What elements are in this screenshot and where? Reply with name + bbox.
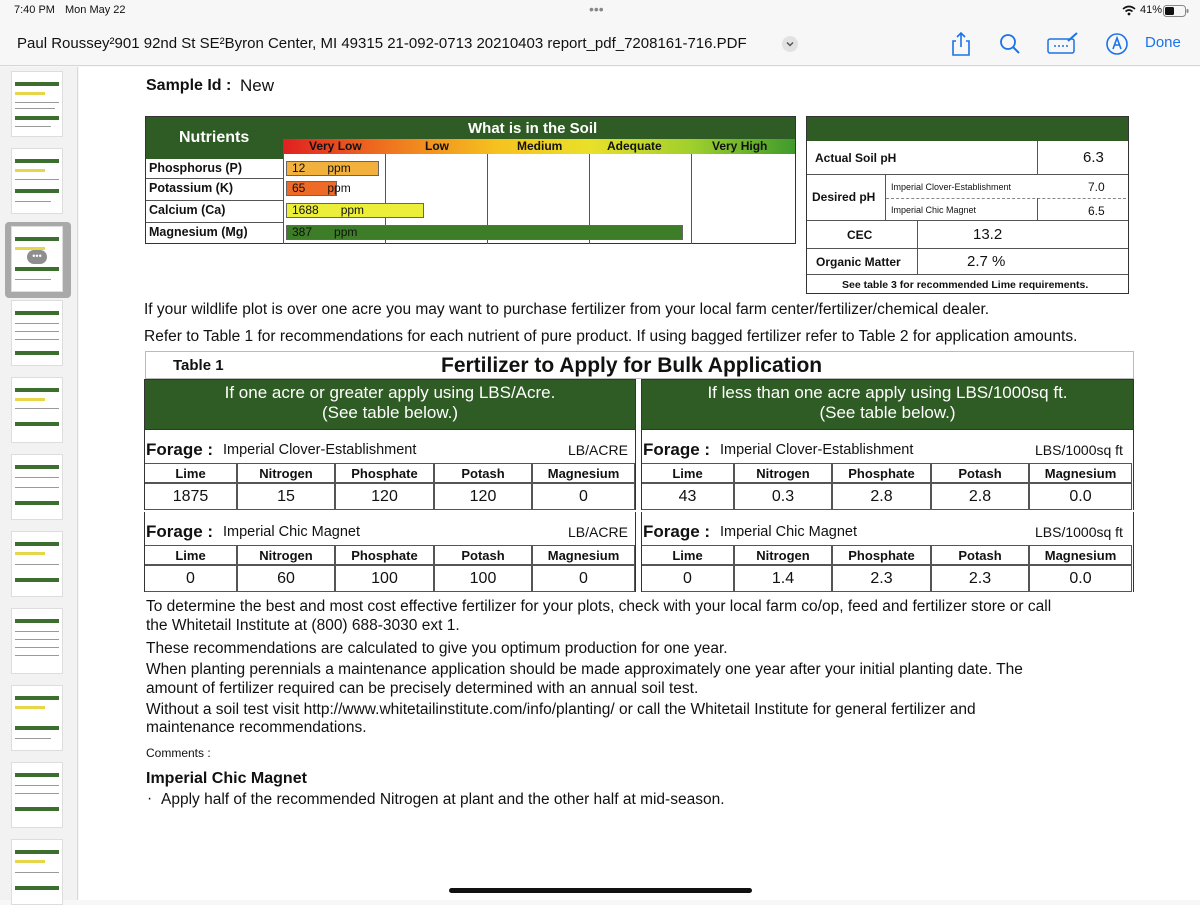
table-cell: 60 — [237, 565, 335, 592]
forage-label: Forage : — [146, 440, 214, 459]
nutrient-name: Magnesium (Mg) — [149, 225, 248, 239]
table-cell: 100 — [335, 565, 434, 592]
share-icon[interactable] — [950, 31, 972, 57]
column-header: Potash — [931, 463, 1029, 483]
nutrients-header — [146, 117, 283, 159]
markup-icon[interactable] — [1046, 31, 1080, 57]
status-time: 7:40 PM — [14, 4, 55, 16]
desired-ph-value-1: 7.0 — [1088, 180, 1105, 194]
organic-matter-value: 2.7 % — [967, 253, 1006, 270]
level-adequate: Adequate — [607, 139, 662, 153]
wifi-icon — [1122, 5, 1136, 16]
desired-ph-row — [807, 175, 1128, 221]
column-header: Phosphate — [335, 545, 434, 565]
paragraph-1b: the Whitetail Institute at (800) 688-3030 ext 1. — [146, 617, 460, 634]
soil-nutrients-table — [145, 116, 796, 244]
ph-table — [806, 116, 1129, 294]
column-header: Phosphate — [832, 545, 931, 565]
battery-percent: 41% — [1140, 4, 1163, 16]
table-cell: 1.4 — [734, 565, 832, 592]
nutrient-value: 65 — [292, 181, 306, 195]
organic-matter-row — [807, 249, 1128, 275]
document-toolbar — [0, 22, 1200, 66]
done-button[interactable]: Done — [1145, 34, 1181, 51]
intro-text-2: Refer to Table 1 for recommendations for each nutrient of pure product. If using bagged fertilizer refer to Table 2 for application amounts. — [144, 328, 1078, 345]
table-cell: 100 — [434, 565, 532, 592]
table1-title-row — [145, 351, 1134, 379]
nutrient-unit: ppm — [327, 161, 351, 175]
document-page — [79, 67, 1200, 900]
paragraph-3a: When planting perennials a maintenance application should be made approximately one year after your initial planting date. The — [146, 661, 1023, 678]
column-header: Lime — [641, 463, 734, 483]
current-page-highlight[interactable] — [5, 222, 71, 298]
forage-name: Imperial Chic Magnet — [720, 524, 857, 540]
forage-label: Forage : — [643, 440, 711, 459]
forage-unit: LBS/1000sq ft — [1035, 442, 1123, 458]
paragraph-4b: maintenance recommendations. — [146, 719, 367, 736]
table-cell: 120 — [434, 483, 532, 510]
table-cell: 0 — [641, 565, 734, 592]
table-cell: 2.8 — [832, 483, 931, 510]
column-header: Nitrogen — [734, 545, 832, 565]
table-cell: 0 — [532, 483, 635, 510]
actual-ph-label: Actual Soil pH — [815, 151, 897, 165]
column-header: Nitrogen — [237, 463, 335, 483]
thumbnail-more-button[interactable]: ••• — [27, 250, 47, 264]
battery-icon — [1163, 5, 1189, 17]
comment-bullet: · — [147, 790, 153, 807]
forage-name: Imperial Clover-Establishment — [223, 442, 417, 458]
actual-ph-value: 6.3 — [1083, 149, 1104, 166]
page-thumbnail[interactable] — [11, 608, 63, 674]
comment-text: Apply half of the recommended Nitrogen at plant and the other half at mid-season. — [161, 791, 725, 808]
nutrient-name: Phosphorus (P) — [149, 161, 243, 175]
acre-header — [144, 379, 636, 430]
lime-note: See table 3 for recommended Lime requirements. — [842, 279, 1089, 291]
nutrient-level-bar — [286, 225, 683, 240]
column-header: Potash — [434, 545, 532, 565]
table1-label: Table 1 — [173, 357, 224, 374]
table1-title: Fertilizer to Apply for Bulk Application — [441, 354, 823, 377]
sqft-header-line-2: (See table below.) — [819, 403, 956, 422]
column-header: Lime — [641, 545, 734, 565]
column-header: Nitrogen — [734, 463, 832, 483]
table-cell: 15 — [237, 483, 335, 510]
table-cell: 43 — [641, 483, 734, 510]
search-icon[interactable] — [998, 32, 1022, 56]
sample-id-value: New — [240, 76, 275, 95]
annotate-icon[interactable] — [1105, 32, 1129, 56]
column-header: Magnesium — [1029, 463, 1132, 483]
desired-ph-label: Desired pH — [812, 190, 876, 204]
nutrient-level-bar — [286, 161, 379, 176]
column-header: Magnesium — [532, 545, 635, 565]
sqft-header — [641, 379, 1134, 430]
organic-matter-label: Organic Matter — [816, 255, 901, 269]
column-header: Phosphate — [832, 463, 931, 483]
document-title[interactable]: Paul Roussey²901 92nd St SE²Byron Center, MI 49315 21-092-0713 20210403 report_pdf_7208161-716.PDF — [17, 35, 747, 52]
actual-ph-row — [807, 141, 1128, 175]
table-cell: 0 — [144, 565, 237, 592]
nutrient-level-bar — [286, 203, 424, 218]
page-thumbnail[interactable] — [11, 762, 63, 828]
nutrients-header-label: Nutrients — [179, 129, 250, 146]
nutrient-name: Calcium (Ca) — [149, 203, 226, 217]
table-cell: 120 — [335, 483, 434, 510]
cec-row — [807, 221, 1128, 249]
soil-header — [283, 117, 795, 139]
nutrient-unit: ppm — [327, 181, 351, 195]
column-header: Nitrogen — [237, 545, 335, 565]
comments-label: Comments : — [146, 746, 211, 760]
level-low: Low — [425, 139, 449, 153]
level-very-high: Very High — [712, 139, 768, 153]
page-thumbnail[interactable] — [11, 377, 63, 443]
paragraph-3b: amount of fertilizer required can be precisely determined with an annual soil test. — [146, 680, 699, 697]
page-thumbnail[interactable] — [11, 300, 63, 366]
level-medium: Medium — [517, 139, 563, 153]
column-header: Potash — [931, 545, 1029, 565]
acre-header-line-1: If one acre or greater apply using LBS/Acre. — [224, 383, 556, 402]
intro-text-1: If your wildlife plot is over one acre you may want to purchase fertilizer from your local farm center/fertilizer/chemical dealer. — [144, 301, 990, 318]
page-thumbnail[interactable] — [11, 685, 63, 751]
cec-label: CEC — [847, 228, 873, 242]
paragraph-2: These recommendations are calculated to give you optimum production for one year. — [146, 640, 728, 657]
table-cell: 2.3 — [832, 565, 931, 592]
cec-value: 13.2 — [973, 226, 1003, 243]
paragraph-4a: Without a soil test visit http://www.whitetailinstitute.com/info/planting/ or call the Whitetail Institute for general fertilizer and — [146, 701, 976, 718]
soil-header-label: What is in the Soil — [468, 120, 598, 137]
ph-table-header — [807, 117, 1128, 141]
page-thumbnails[interactable] — [0, 67, 78, 900]
desired-ph-crop-1: Imperial Clover-Establishment — [891, 182, 1012, 192]
desired-ph-value-2: 6.5 — [1088, 204, 1105, 218]
page-thumbnail[interactable] — [11, 71, 63, 137]
column-header: Potash — [434, 463, 532, 483]
status-bar — [0, 0, 1200, 22]
comment-title: Imperial Chic Magnet — [146, 770, 307, 787]
column-header: Lime — [144, 463, 237, 483]
nutrient-value: 387 — [292, 225, 313, 239]
page-thumbnail[interactable] — [11, 531, 63, 597]
sqft-header-line-1: If less than one acre apply using LBS/1000sq ft. — [707, 383, 1068, 402]
page-thumbnail[interactable] — [11, 148, 63, 214]
nutrient-value: 1688 — [292, 203, 319, 217]
forage-name: Imperial Chic Magnet — [223, 524, 360, 540]
column-header: Magnesium — [532, 463, 635, 483]
column-header: Phosphate — [335, 463, 434, 483]
forage-unit: LB/ACRE — [568, 442, 628, 458]
table-cell: 0.0 — [1029, 565, 1132, 592]
table-cell: 0.0 — [1029, 483, 1132, 510]
table-cell: 2.3 — [931, 565, 1029, 592]
column-header: Lime — [144, 545, 237, 565]
nutrient-unit: ppm — [340, 203, 365, 217]
forage-unit: LB/ACRE — [568, 524, 628, 540]
nutrient-value: 12 — [292, 161, 306, 175]
forage-unit: LBS/1000sq ft — [1035, 524, 1123, 540]
forage-label: Forage : — [643, 522, 711, 541]
desired-ph-crop-2: Imperial Chic Magnet — [891, 205, 977, 215]
chevron-down-icon — [782, 36, 798, 52]
table-cell: 0.3 — [734, 483, 832, 510]
table-cell: 2.8 — [931, 483, 1029, 510]
nutrient-unit: ppm — [334, 225, 358, 239]
level-very-low: Very Low — [309, 139, 362, 153]
column-header: Magnesium — [1029, 545, 1132, 565]
table-cell: 0 — [532, 565, 635, 592]
sample-id-label: Sample Id : — [146, 77, 232, 94]
page-thumbnail[interactable] — [11, 454, 63, 520]
acre-header-line-2: (See table below.) — [321, 403, 459, 422]
nutrient-level-bar — [286, 181, 351, 196]
nutrient-name: Potassium (K) — [149, 181, 234, 195]
paragraph-1a: To determine the best and most cost effective fertilizer for your plots, check with your local farm co/op, feed and fertilizer store or call — [146, 598, 1052, 615]
table-cell: 1875 — [144, 483, 237, 510]
forage-name: Imperial Clover-Establishment — [720, 442, 914, 458]
forage-label: Forage : — [146, 522, 214, 541]
multitask-dots[interactable]: ••• — [589, 1, 604, 17]
home-indicator[interactable] — [449, 888, 752, 893]
page-thumbnail[interactable] — [11, 839, 63, 905]
title-menu-button[interactable] — [782, 36, 798, 52]
status-date: Mon May 22 — [65, 4, 126, 16]
